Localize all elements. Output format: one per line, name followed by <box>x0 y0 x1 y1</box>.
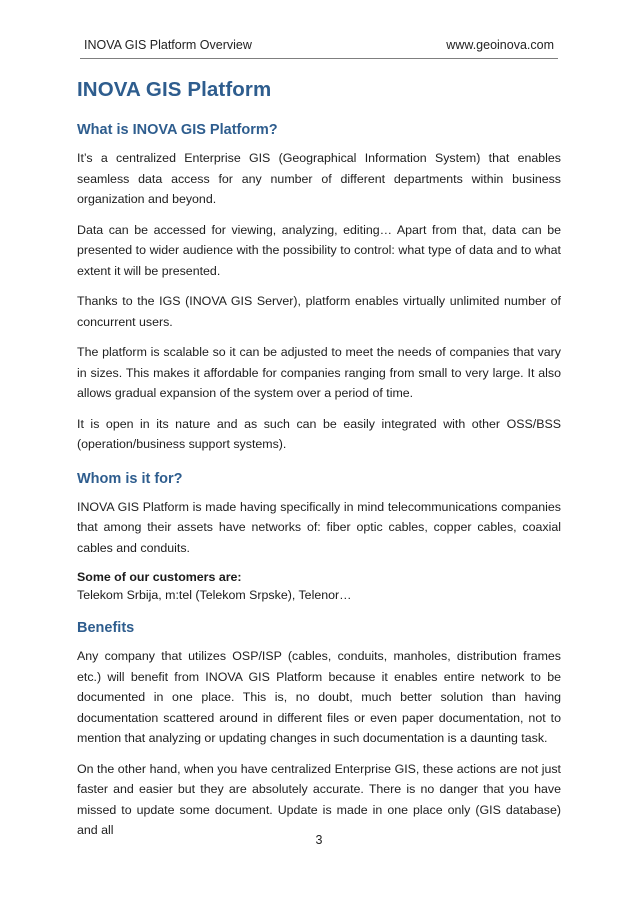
customers-block <box>77 568 561 604</box>
section-heading-what: What is INOVA GIS Platform? <box>77 122 278 138</box>
header-website: www.geoinova.com <box>446 38 554 52</box>
section-what <box>77 122 561 455</box>
paragraph: It’s a centralized Enterprise GIS (Geographical Information System) that enables seamless data access for any number of different departments within business organization and beyond. <box>77 151 561 206</box>
page-title: INOVA GIS Platform <box>77 78 272 101</box>
paragraph: On the other hand, when you have centralized Enterprise GIS, these actions are not just faster and easier but they are absolutely accurate. There is no danger that you have missed to update some document. Update is made in one place only (GIS database) and all <box>77 761 561 837</box>
header-title: INOVA GIS Platform Overview <box>84 38 252 52</box>
paragraph: INOVA GIS Platform is made having specifically in mind telecommunications companies that among their assets have networks of: fiber optic cables, copper cables, coaxial cables and conduits. <box>77 499 561 555</box>
section-heading-whom: Whom is it for? <box>77 470 183 487</box>
paragraph: The platform is scalable so it can be adjusted to meet the needs of companies that vary in sizes. This makes it affordable for companies ranging from small to very large. It also allows gradual expansion of the system over a period of time. <box>77 345 561 400</box>
paragraph: Data can be accessed for viewing, analyzing, editing… Apart from that, data can be presented to wider audience with the possibility to control: what type of data and to what extent it will be presented. <box>77 222 561 278</box>
paragraph: Any company that utilizes OSP/ISP (cables, conduits, manholes, distribution frames etc.) will benefit from INOVA GIS Platform because it enables entire network to be documented in one place. This is, no doubt, much better solution than having documentation scattered around in different files or even paper documentation, not to mention that analyzing or updating changes in such documentation is a daunting task. <box>77 649 561 745</box>
customers-list: Telekom Srbija, m:tel (Telekom Srpske), Telenor… <box>77 588 352 602</box>
page-number: 3 <box>315 833 323 847</box>
paragraph: It is open in its nature and as such can be easily integrated with other OSS/BSS (operation/business support systems). <box>77 416 561 451</box>
section-heading-benefits: Benefits <box>77 620 135 636</box>
page-content <box>77 78 561 851</box>
section-benefits <box>77 620 561 841</box>
section-whom <box>77 471 561 605</box>
paragraph: Thanks to the IGS (INOVA GIS Server), platform enables virtually unlimited number of concurrent users. <box>77 294 561 329</box>
page-header <box>80 38 558 59</box>
customers-label: Some of our customers are: <box>77 570 242 584</box>
